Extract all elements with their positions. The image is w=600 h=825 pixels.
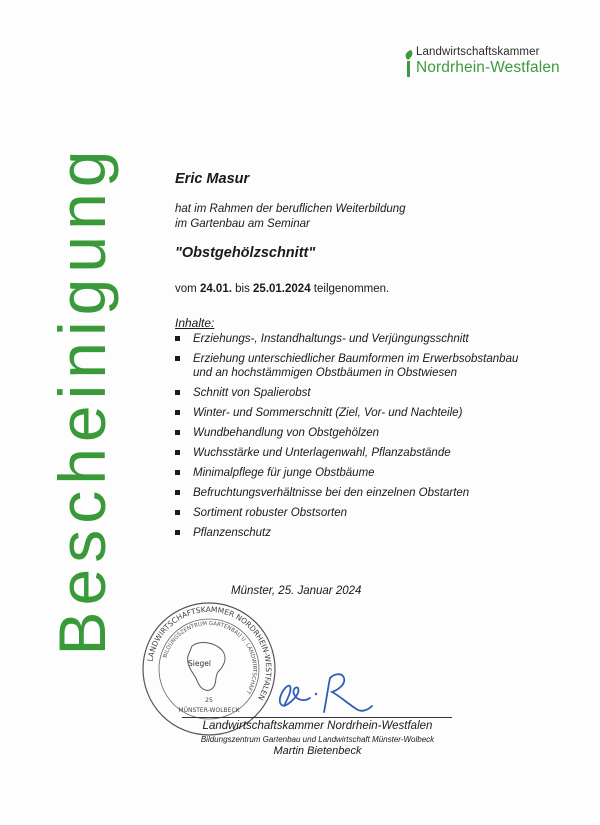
dates-end: 25.01.2024 <box>253 283 311 295</box>
logo-line-1: Landwirtschaftskammer <box>416 46 540 58</box>
signer-name: Martin Bietenbeck <box>273 745 362 757</box>
seal-outer-text: LANDWIRTSCHAFTSKAMMER NORDRHEIN-WESTFALEN <box>145 604 274 702</box>
list-item-text: Minimalpflege für junge Obstbäume <box>193 467 375 479</box>
list-item-text: Winter- und Sommerschnitt (Ziel, Vor- und Nachteile) <box>193 407 463 419</box>
seal-number: 25 <box>205 697 213 704</box>
course-title: "Obstgehölzschnitt" <box>175 245 316 261</box>
bullet-icon <box>175 336 180 341</box>
recipient-name: Eric Masur <box>175 171 250 187</box>
list-item-text-continued: und an hochstämmigen Obstbäumen in Obstwiesen <box>193 367 458 379</box>
sub-institution-name: Bildungszentrum Gartenbau und Landwirtschaft Münster-Wolbeck <box>200 735 435 744</box>
list-item-text: Wuchsstärke und Unterlagenwahl, Pflanzabstände <box>193 447 451 459</box>
list-item <box>175 352 575 380</box>
list-item <box>175 486 575 500</box>
seal-bottom-text: MÜNSTER-WOLBECK <box>178 707 240 714</box>
signature-line <box>182 717 452 718</box>
bullet-icon <box>175 430 180 435</box>
list-item <box>175 466 575 480</box>
list-item <box>175 332 575 346</box>
seal-inner-text: BILDUNGSZENTRUM GARTENBAU U. LANDWIRTSCHAFT <box>162 620 258 695</box>
bullet-icon <box>175 356 180 361</box>
bullet-icon <box>175 410 180 415</box>
bullet-icon <box>175 510 180 515</box>
list-item <box>175 526 575 540</box>
bullet-icon <box>175 390 180 395</box>
logo-line-2: Nordrhein-Westfalen <box>416 59 560 76</box>
list-item-text: Pflanzenschutz <box>193 527 271 539</box>
list-item-text: Befruchtungsverhältnisse bei den einzelnen Obstarten <box>193 487 470 499</box>
bullet-icon <box>175 490 180 495</box>
dates-suffix: teilgenommen. <box>313 283 390 295</box>
lwk-logo <box>403 46 593 82</box>
contents-list <box>175 332 575 546</box>
bullet-icon <box>175 470 180 475</box>
dates-prefix: vom <box>175 283 197 295</box>
bullet-icon <box>175 450 180 455</box>
list-item <box>175 426 575 440</box>
list-item-text: Sortiment robuster Obstsorten <box>193 507 348 519</box>
vertical-title-area <box>42 140 122 660</box>
seal-inner-ring <box>159 619 259 719</box>
list-item-text: Erziehungs-, Instandhaltungs- und Verjüngungsschnitt <box>193 333 469 345</box>
leaf-icon <box>403 48 415 78</box>
intro-line-2: im Gartenbau am Seminar <box>175 218 310 230</box>
list-item <box>175 406 575 420</box>
dates-start: 24.01. <box>199 283 232 295</box>
list-item <box>175 506 575 520</box>
list-item <box>175 386 575 400</box>
dates-middle: bis <box>235 283 250 295</box>
list-item <box>175 446 575 460</box>
place-and-date: Münster, 25. Januar 2024 <box>231 585 362 597</box>
list-item-text: Schnitt von Spalierobst <box>193 387 311 399</box>
intro-line-1: hat im Rahmen der beruflichen Weiterbildung <box>175 203 406 215</box>
seal-label: Siegel <box>188 659 211 668</box>
bullet-icon <box>175 530 180 535</box>
contents-heading: Inhalte: <box>175 316 215 330</box>
certificate-title: Bescheinigung <box>45 144 119 656</box>
institution-name: Landwirtschaftskammer Nordrhein-Westfalen <box>202 720 433 732</box>
list-item-text: Wundbehandlung von Obstgehölzen <box>193 427 380 439</box>
signature-image <box>268 668 378 718</box>
list-item-text: Erziehung unterschiedlicher Baumformen im Erwerbsobstanbau <box>193 353 519 365</box>
course-dates <box>175 283 389 295</box>
